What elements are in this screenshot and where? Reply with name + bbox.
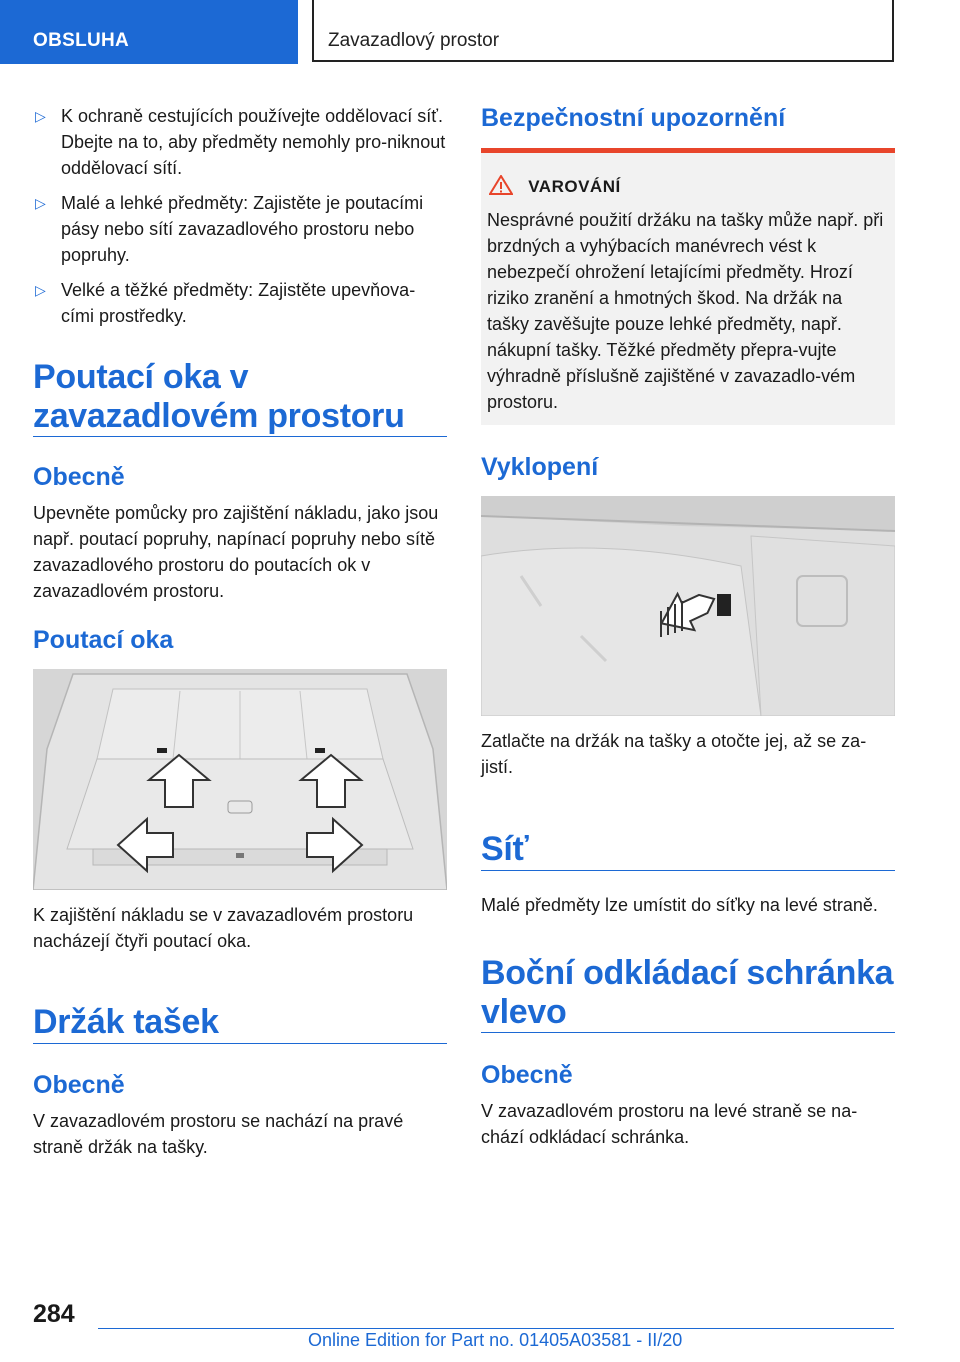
heading-rule xyxy=(481,870,895,871)
edition-line: Online Edition for Part no. 01405A03581 - II/20 xyxy=(308,1330,683,1350)
warning-text: Nesprávné použití držáku na tašky může např. při brzdných a vyhýbacích manévrech vést k nebezpečí ohrožení letajícími předměty. Hrozí riziko zranění a hmotných škod. Na držák na tašky zavěšujte pouze lehké předměty, např. nákupní tašky. Těžké předměty přepra-vujte výhradně příslušně zajištěné v zavazadlo-vém prostoru. xyxy=(487,210,884,412)
page-number: 284 xyxy=(33,1300,75,1328)
chapter-tab xyxy=(312,0,894,62)
subheading-tie-down-eyes: Poutací oka xyxy=(33,626,174,654)
warning-header xyxy=(489,175,621,197)
section-label: OBSLUHA xyxy=(33,30,130,51)
heading-safety: Bezpečnostní upozornění xyxy=(481,104,786,132)
general-paragraph: V zavazadlovém prostoru se nachází na pravé straně držák na tašky. xyxy=(33,1111,404,1157)
triangle-bullet-icon: ▷ xyxy=(35,195,46,211)
subheading-general: Obecně xyxy=(33,463,125,491)
tie-down-eyes-caption: K zajištění nákladu se v zavazadlovém prostoru nacházejí čtyři poutací oka. xyxy=(33,905,414,951)
trunk-tie-down-eyes-illustration xyxy=(33,669,447,890)
list-item xyxy=(33,103,447,181)
net-paragraph: Malé předměty lze umístit do síťky na levé straně. xyxy=(481,895,878,915)
heading-tie-down-eyes: Poutací oka v zavazadlovém prostoru xyxy=(33,358,405,435)
heading-rule xyxy=(33,1043,447,1044)
heading-fold-out: Vyklopení xyxy=(481,453,599,481)
list-item xyxy=(33,190,447,268)
heading-rule xyxy=(481,1032,895,1033)
trunk-illustration-svg xyxy=(33,669,447,890)
triangle-bullet-icon: ▷ xyxy=(35,108,46,124)
footer-rule xyxy=(98,1328,894,1329)
bullet-list xyxy=(33,103,447,338)
bag-holder-illustration xyxy=(481,496,895,716)
general-paragraph: V zavazadlovém prostoru na levé straně se na-chází odkládací schránka. xyxy=(481,1101,858,1147)
heading-rule xyxy=(33,436,447,437)
subheading-general: Obecně xyxy=(481,1061,573,1089)
warning-label: VAROVÁNÍ xyxy=(528,177,621,196)
general-paragraph: Upevněte pomůcky pro zajištění nákladu, jako jsou např. poutací popruhy, napínací popruhy nebo sítě zavazadlového prostoru do poutacích ok v zavazadlovém prostoru. xyxy=(33,503,439,601)
warning-triangle-icon xyxy=(489,175,513,195)
heading-net: Síť xyxy=(481,830,529,868)
section-tab xyxy=(0,0,298,64)
subheading-general: Obecně xyxy=(33,1071,125,1099)
list-item xyxy=(33,277,447,329)
chapter-label: Zavazadlový prostor xyxy=(328,30,500,51)
bullet-text: Velké a těžké předměty: Zajistěte upevňova-cími prostředky. xyxy=(61,280,416,326)
warning-box xyxy=(481,148,895,425)
heading-bag-holder: Držák tašek xyxy=(33,1003,219,1041)
bullet-text: Malé a lehké předměty: Zajistěte je poutacími pásy nebo sítí zavazadlového prostoru nebo popruhy. xyxy=(61,193,424,265)
fold-out-caption: Zatlačte na držák na tašky a otočte jej, až se za-jistí. xyxy=(481,731,867,777)
bag-holder-illustration-svg xyxy=(481,496,895,716)
triangle-bullet-icon: ▷ xyxy=(35,282,46,298)
bullet-text: K ochraně cestujících používejte oddělovací síť. Dbejte na to, aby předměty nemohly pro-niknout oddělovací sítí. xyxy=(61,106,446,178)
heading-side-compartment: Boční odkládací schránka vlevo xyxy=(481,954,894,1031)
